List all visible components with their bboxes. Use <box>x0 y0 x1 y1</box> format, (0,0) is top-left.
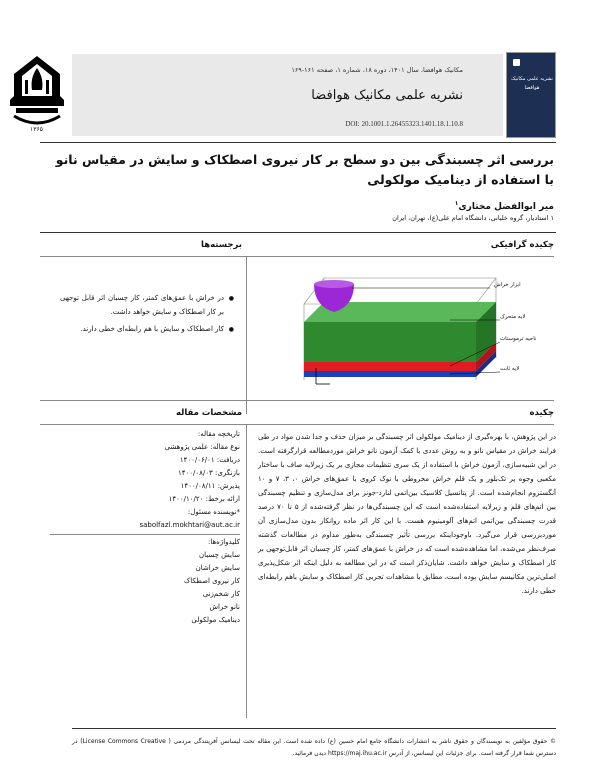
thermostat-layer <box>304 362 476 371</box>
affiliation: ۱ استادیار، گروه خلبانی، دانشگاه امام علی(ع)، تهران، ایران <box>392 214 554 222</box>
column-divider <box>246 256 247 414</box>
journal-cover <box>506 52 556 138</box>
accepted-date: پذیرش: ۱۴۰۰/۰۸/۱۱ <box>180 482 240 490</box>
highlights-list <box>60 292 234 341</box>
journal-title: نشریه علمی مکانیک هوافضا <box>311 88 463 103</box>
graphical-abstract-heading: چکیده گرافیکی <box>490 240 554 250</box>
corresponding-email[interactable]: sabolfazl.mokhtari@aut.ac.ir <box>139 521 240 529</box>
revised-date: بازنگری: ۱۴۰۰/۰۸/۰۳ <box>178 469 240 477</box>
cover-title: نشریه علمی مکانیک هوافضا <box>511 76 553 91</box>
highlight-item: ● در خراش با عمق‌های کمتر، کار چسبان اثر قابل توجهی بر کار اصطکاک و سایش خواهد داشت. <box>60 292 234 319</box>
footnote-divider <box>72 728 556 729</box>
author-name-text: میر ابوالفضل مختاری <box>458 202 554 212</box>
keyword-item: سایش خراشان <box>195 564 240 572</box>
keyword-item: کار نیروی اصطکاک <box>184 577 240 585</box>
journal-meta: مکانیک هوافضا، سال ۱۴۰۱، دوره ۱۸، شماره ۱، صفحه ۱۶۱-۱۶۹ <box>291 66 463 74</box>
section-divider-1 <box>40 256 554 257</box>
doi: DOI: 20.1001.1.26455323.1401.18.1.10.8 <box>345 120 463 128</box>
header-divider <box>40 142 556 143</box>
label-moving-layer: لایه متحرک <box>500 314 526 320</box>
university-logo <box>6 50 68 138</box>
section-divider-3 <box>40 424 554 425</box>
article-info-heading: مشخصات مقاله <box>175 408 242 418</box>
license-footnote: © حقوق مؤلفین به نویسندگان و حقوق ناشر به انتشارات دانشگاه جامع امام حسین (ع) داده شده است. این مقاله تحت لیسانس آفرینندگی مردمی ( License Commons Creative) در دسترس شما قرار گرفته است. برای جزئیات این لیسانس، از آدرس https://maj.ihu.ac.ir دیدن فرمائید. <box>72 738 556 757</box>
column-divider-2 <box>246 424 247 718</box>
keyword-item: دینامیک مولکولی <box>191 616 240 624</box>
corresponding-label: *نویسنده مسئول: <box>187 508 240 516</box>
received-date: دریافت: ۱۴۰۰/۰۶/۰۱ <box>179 456 240 464</box>
author-name <box>455 200 554 212</box>
highlight-item: ● کار اصطکاک و سایش با هم رابطه‌ای خطی دارند. <box>60 323 234 337</box>
author-sup: ۱ <box>454 200 459 207</box>
label-fixed-layer: لایه ثابت <box>500 366 520 372</box>
label-thermostat: ناحیه ترموستات <box>500 336 537 342</box>
logo-year: ۱۳۶۵ <box>30 126 43 133</box>
keyword-item: نانو خراش <box>209 603 240 611</box>
online-date: ارائه برخط: ۱۴۰۰/۱۰/۲۰ <box>168 495 240 503</box>
moving-layer <box>304 322 476 362</box>
article-info <box>50 428 240 627</box>
keywords-label: کلیدواژه‌ها: <box>50 534 240 549</box>
keyword-item: کار شخم‌زنی <box>202 590 240 598</box>
highlights-heading: برجسته‌ها <box>201 240 242 250</box>
keyword-item: سایش چسبان <box>198 551 240 559</box>
title-divider <box>40 232 556 233</box>
abstract-text: در این پژوهش، با بهره‌گیری از دینامیک مولکولی اثر چسبندگی بر میزان حذف و جدا شدن مواد در طی فرایند خراش در مقیاس نانو و به روش عددی با کمک آزمون نانو خراش موردمطالعه قرارگرفته است. در این شبیه‌سازی، آزمون خراش با استفاده از یک سری تنظیمات مجازی بر یک زیرلایه صاف با ساختار مکعبی وجوه پر تک‌بلور و یک قلم خراش مخروطی با نوک کروی با عمق‌های خراش ۰، ۳، ۷ و ۱۰ آنگستروم انجام‌شده است. از پتانسیل کلاسیک بین‌اتمی لنارد-جونز برای مدل‌سازی و تنظیم چسبندگی بین اتم‌های قلم و زیرلایه استفاده‌شده است که این چسبندگی‌ها در نظر گرفته‌شده از ۵ تا ۷۰ درصد قدرت چسبندگی بین‌اتمی اتم‌های آلومینیوم هست. با این کار اثر ماده روانکار بدون مدل‌سازی آن موردبررسی قرار می‌گیرد. باوجوداینکه بررسی تأثیر چسبندگی به‌طور مداوم در مطالعات گذشته صرف‌نظر می‌شده، اما مشاهده‌شده است که در خراش با عمق‌های کمتر، کار چسبان اثر قابل‌توجهی بر کار اصطکاک و سایش خواهد داشت. شایان‌ذکر است که در این مطالعه به دلیل اینکه اثر شکل‌پذیری اصلی‌ترین مکانیسم سایش بوده است، مطابق با مشاهدات تجربی کار اصطکاک و سایش باهم رابطه‌ای خطی دارند. <box>258 433 556 595</box>
history-label: تاریخچه مقاله: <box>197 430 240 438</box>
graphical-abstract-figure <box>300 272 546 400</box>
cover-emblem-icon <box>513 59 520 66</box>
journal-header <box>72 54 503 136</box>
label-tool: ابزار خراش <box>494 282 521 288</box>
article-title: بررسی اثر چسبندگی بین دو سطح بر کار نیروی اصطکاک و سایش در مقیاس نانو با استفاده از دینامیک مولکولی <box>55 152 554 187</box>
article-type: نوع مقاله: علمی پژوهشی <box>164 443 240 451</box>
section-divider-2 <box>40 400 554 401</box>
abstract-heading: چکیده <box>529 408 554 418</box>
